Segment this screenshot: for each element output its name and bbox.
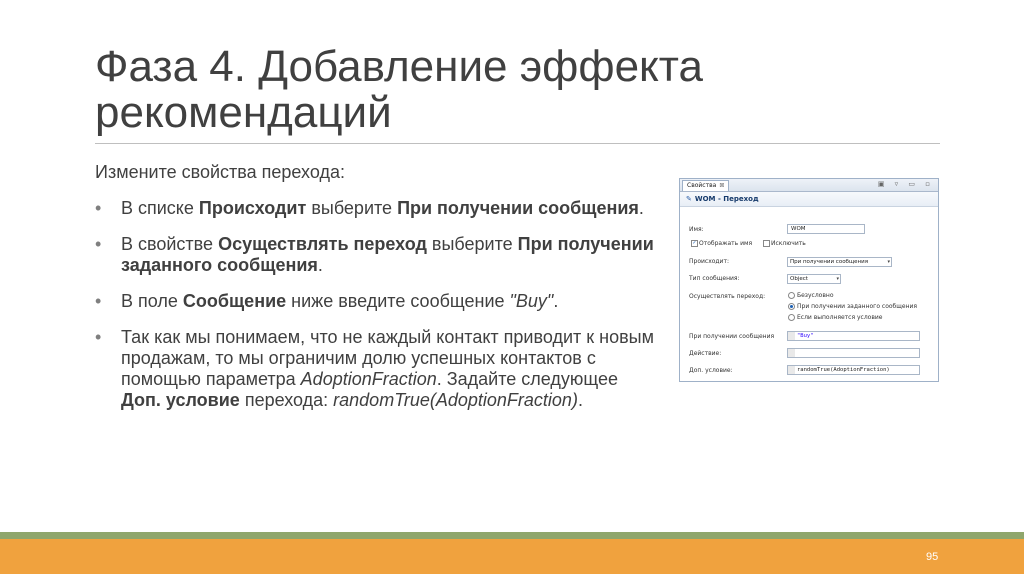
fire-transition-label: Осуществлять переход: <box>689 293 766 300</box>
panel-header-title: WOM - Переход <box>694 195 759 203</box>
bullet-text: перехода: <box>239 390 334 410</box>
bullet-text: . Задайте следующее <box>436 369 619 389</box>
close-icon[interactable]: ⊠ <box>719 182 725 189</box>
bullet-item <box>95 327 655 411</box>
panel-window-controls[interactable]: ▣ ▿ ▭ ▫ <box>877 180 934 188</box>
bullet-text: . <box>317 255 323 275</box>
radio-label: Безусловно <box>797 292 834 299</box>
name-label: Имя: <box>689 226 704 233</box>
tab-properties-label: Свойства <box>687 182 717 189</box>
action-field[interactable] <box>787 348 920 358</box>
transition-icon: ✎ <box>686 195 692 203</box>
bullet-bold: Осуществлять переход <box>218 234 427 254</box>
guard-value: randomTrue(AdoptionFraction) <box>797 367 890 373</box>
bullet-text: В свойстве <box>121 234 219 254</box>
radio-condition-true[interactable] <box>788 314 795 321</box>
guard-field[interactable] <box>787 365 920 375</box>
field-gutter <box>788 349 795 357</box>
bullet-item <box>95 198 655 219</box>
occurs-dropdown[interactable] <box>787 257 892 267</box>
title-divider <box>95 143 940 144</box>
footer-orange-bar <box>0 539 1024 574</box>
bullet-text: ниже введите сообщение <box>286 291 510 311</box>
panel-tabbar <box>680 179 938 192</box>
slide-title-line-1: Фаза 4. Добавление эффекта <box>95 42 703 91</box>
bullet-bold: При получении заданного сообщения <box>121 234 654 275</box>
bullet-item <box>95 234 655 276</box>
chevron-down-icon: ▾ <box>887 259 890 265</box>
bullet-text: . <box>638 198 644 218</box>
tab-properties[interactable] <box>682 180 729 191</box>
intro-text: Измените свойства перехода: <box>95 162 345 182</box>
bullet-text: Так как мы понимаем, что не каждый контакт приводит к новым продажам, то мы ограничим долю успешных контактов с помощью параметра <box>121 327 654 389</box>
occurs-value: При получении сообщения <box>790 259 868 265</box>
show-name-label: Отображать имя <box>699 240 753 247</box>
bullet-text: выберите <box>306 198 398 218</box>
occurs-label: Происходит: <box>689 258 729 265</box>
page-number: 95 <box>926 551 939 563</box>
message-type-dropdown[interactable] <box>787 274 841 284</box>
on-message-label: При получении сообщения <box>689 333 775 340</box>
on-message-value: "Buy" <box>797 333 814 339</box>
action-label: Действие: <box>689 350 722 357</box>
bullet-bold: Доп. условие <box>121 390 240 410</box>
bullet-bold: Происходит <box>198 198 307 218</box>
slide-title <box>95 44 935 136</box>
bullet-text: . <box>577 390 583 410</box>
radio-label: Если выполняется условие <box>797 314 883 321</box>
bullet-text: . <box>553 291 559 311</box>
panel-header <box>680 192 938 207</box>
bullet-italic: randomTrue(AdoptionFraction) <box>333 390 578 410</box>
bullet-item <box>95 291 655 312</box>
field-gutter <box>788 366 795 374</box>
bullet-bold: При получении сообщения <box>397 198 639 218</box>
bullet-list <box>95 198 655 426</box>
field-gutter <box>788 332 795 340</box>
exclude-label: Исключить <box>771 240 806 247</box>
guard-label: Доп. условие: <box>689 367 733 374</box>
bullet-text: В поле <box>121 291 183 311</box>
bullet-italic: AdoptionFraction <box>300 369 437 389</box>
bullet-italic: "Buy" <box>509 291 554 311</box>
radio-unconditional[interactable] <box>788 292 795 299</box>
on-message-field[interactable] <box>787 331 920 341</box>
radio-label: При получении заданного сообщения <box>797 303 918 310</box>
bullet-text: В списке <box>121 198 199 218</box>
message-type-label: Тип сообщения: <box>689 275 740 282</box>
show-name-checkbox[interactable]: ✓ <box>692 240 697 246</box>
bullet-bold: Сообщение <box>182 291 287 311</box>
footer-green-bar <box>0 532 1024 539</box>
properties-panel-screenshot <box>679 178 939 382</box>
slide-title-line-2: рекомендаций <box>95 88 392 137</box>
bullet-text: выберите <box>426 234 518 254</box>
message-type-value: Object <box>790 276 808 282</box>
chevron-down-icon: ▾ <box>836 276 839 282</box>
name-field[interactable]: WOM <box>787 224 865 234</box>
radio-on-specific-message[interactable] <box>788 303 795 310</box>
exclude-checkbox[interactable] <box>763 240 770 247</box>
